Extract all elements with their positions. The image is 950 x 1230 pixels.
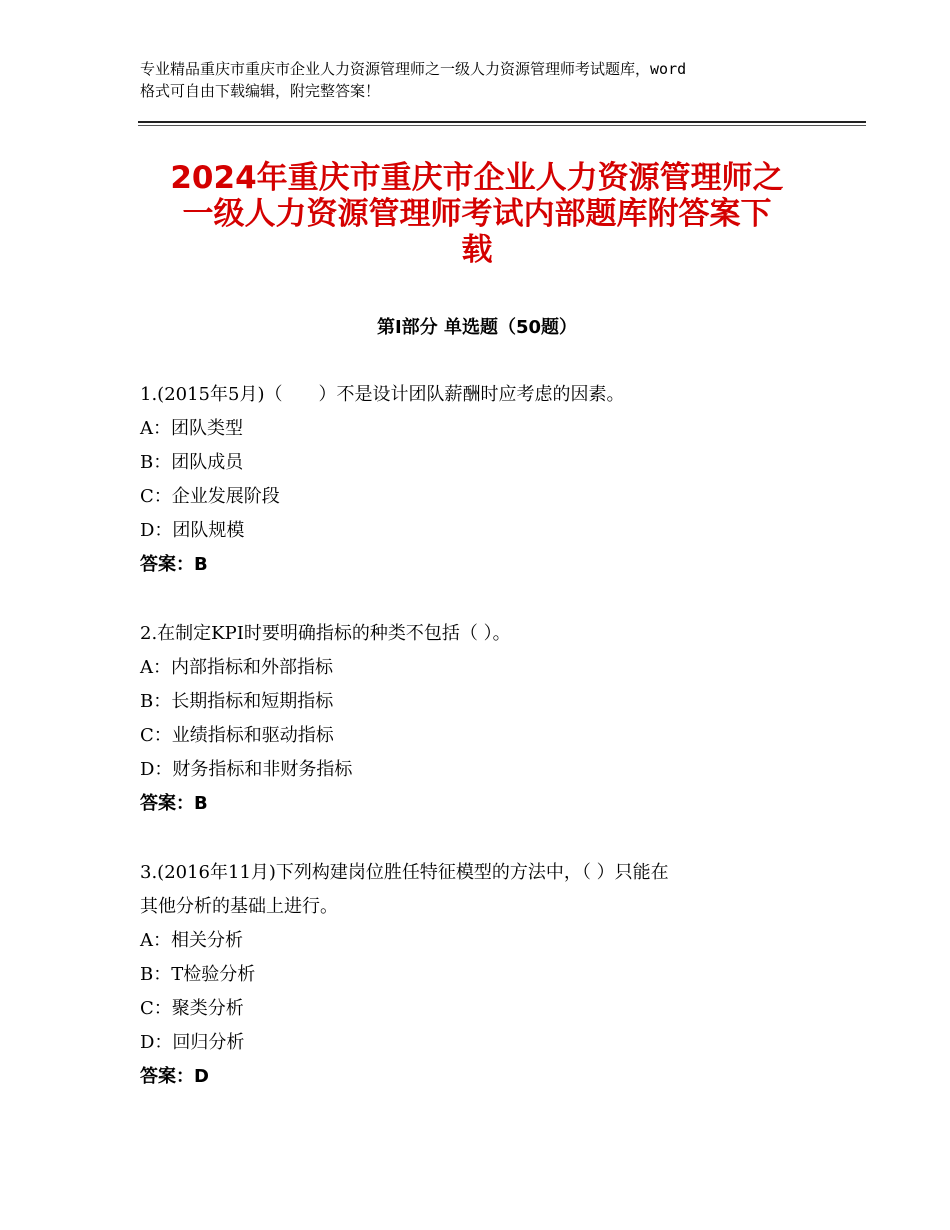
option-c: C：聚类分析: [140, 998, 244, 1019]
question-stem-line-1: 3.(2016年11月)下列构建岗位胜任特征模型的方法中，（ ）只能在: [140, 862, 669, 883]
question-stem: 1.(2015年5月)（ ）不是设计团队薪酬时应考虑的因素。: [140, 384, 625, 405]
document-title: [140, 160, 814, 268]
option-a: A：相关分析: [140, 930, 243, 951]
header-note: [140, 58, 820, 102]
option-b: B：团队成员: [140, 452, 244, 473]
document-title-line-2: 一级人力资源管理师考试内部题库附答案下: [182, 196, 772, 232]
document-title-line-1: 2024年重庆市重庆市企业人力资源管理师之: [170, 160, 784, 196]
question-2: [140, 617, 820, 821]
answer: 答案：B: [140, 793, 208, 814]
option-a: A：团队类型: [140, 418, 243, 439]
option-d: D：团队规模: [140, 520, 245, 541]
header-note-line-2: 格式可自由下载编辑，附完整答案！: [140, 82, 381, 100]
section-title: 第Ⅰ部分 单选题（50题）: [376, 317, 577, 338]
header-divider-thin: [138, 125, 866, 126]
question-1: [140, 378, 820, 582]
option-b: B：长期指标和短期指标: [140, 691, 334, 712]
question-3: [140, 856, 820, 1094]
answer: 答案：D: [140, 1066, 209, 1087]
option-a: A：内部指标和外部指标: [140, 657, 333, 678]
question-stem-line-2: 其他分析的基础上进行。: [140, 896, 338, 917]
document-title-line-3: 载: [461, 232, 493, 268]
question-stem: 2.在制定KPI时要明确指标的种类不包括（ ）。: [140, 623, 511, 644]
option-c: C：业绩指标和驱动指标: [140, 725, 334, 746]
option-d: D：回归分析: [140, 1032, 245, 1053]
option-c: C：企业发展阶段: [140, 486, 280, 507]
option-d: D：财务指标和非财务指标: [140, 759, 353, 780]
answer: 答案：B: [140, 554, 208, 575]
option-b: B：T检验分析: [140, 964, 256, 985]
header-divider-thick: [138, 121, 866, 123]
header-note-line-1: 专业精品重庆市重庆市企业人力资源管理师之一级人力资源管理师考试题库，word: [140, 60, 687, 78]
